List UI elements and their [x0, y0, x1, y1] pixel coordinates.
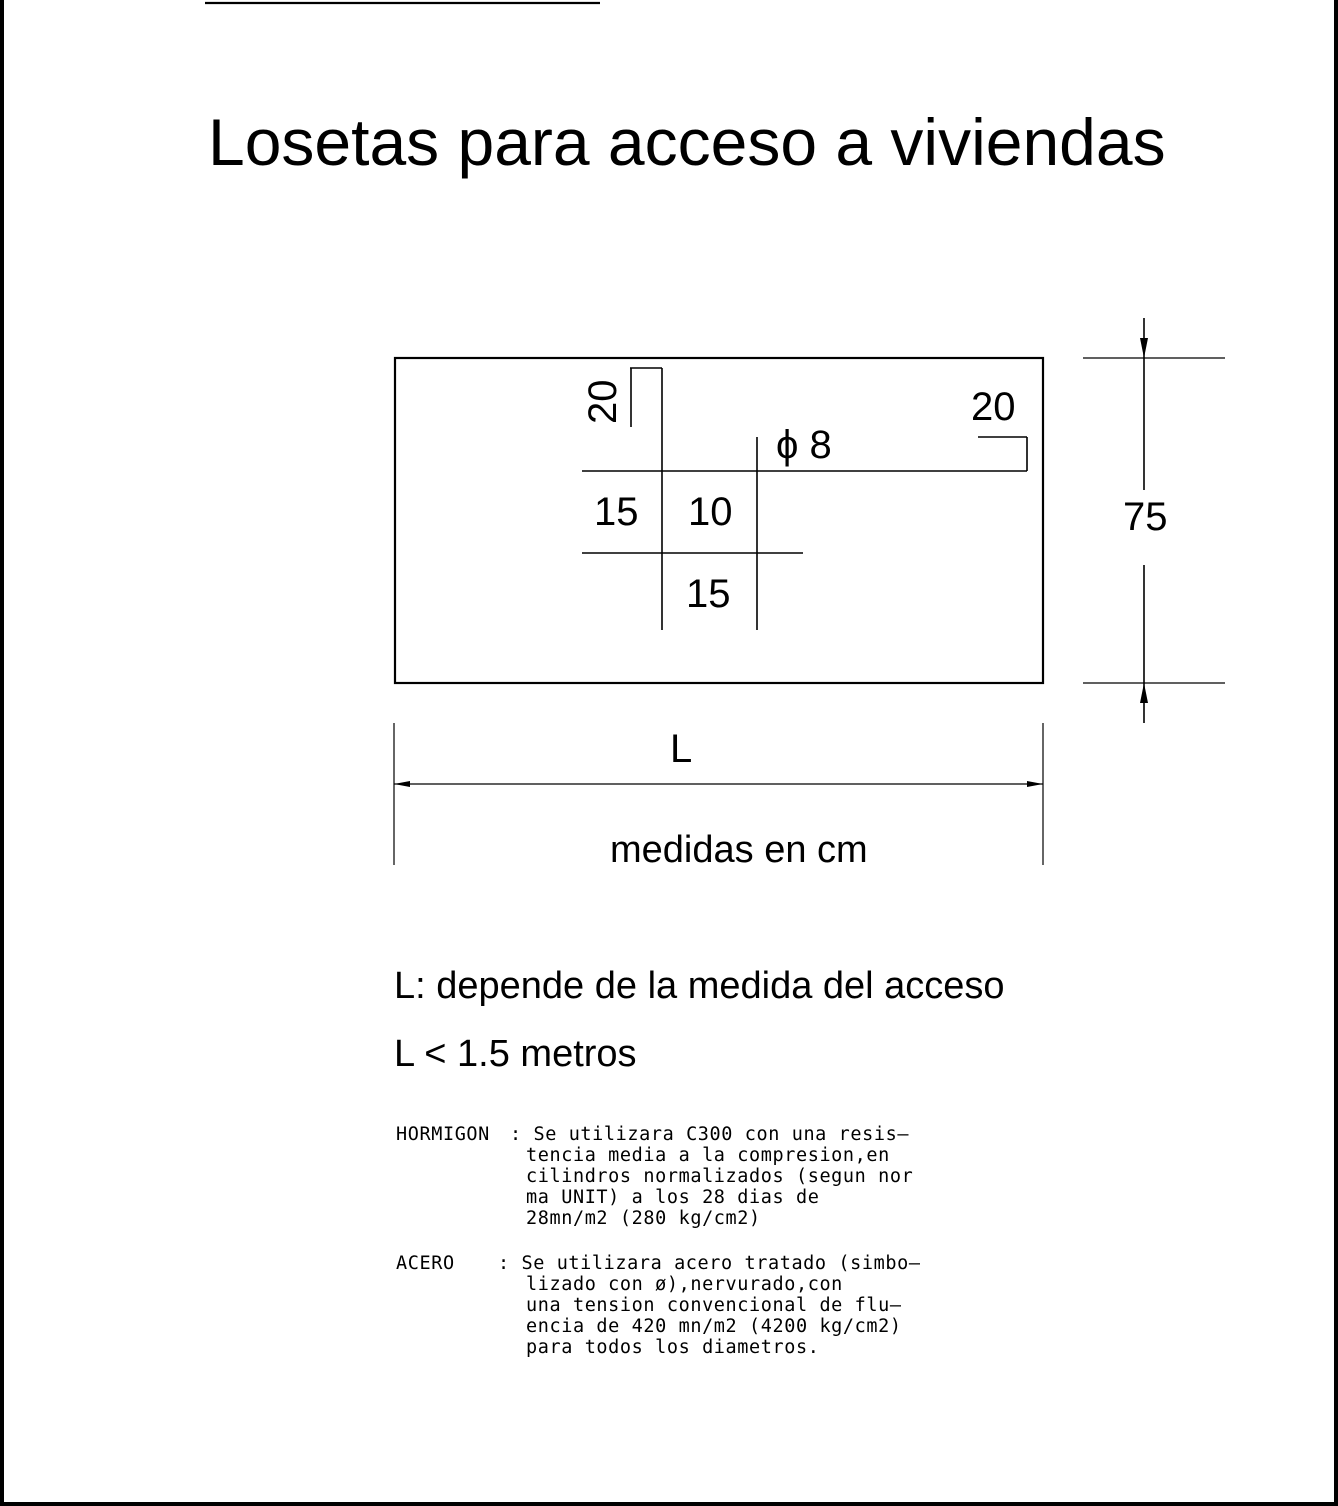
spec-acero-line: para todos los diametros.: [526, 1337, 820, 1358]
dim-length-l: L: [670, 727, 693, 771]
spec-acero-line: lizado con ø),nervurado,con: [526, 1274, 843, 1295]
rebar-grid: [582, 368, 1027, 630]
dim-left-15: 15: [594, 490, 639, 534]
note-l-depends: L: depende de la medida del acceso: [394, 965, 1005, 1007]
dim-top-vertical-20: 20: [581, 379, 625, 424]
spec-acero: [396, 1253, 921, 1358]
spec-hormigon-line: : Se utilizara C300 con una resis—: [510, 1124, 910, 1145]
spec-acero-line: una tension convencional de flu—: [526, 1295, 902, 1316]
spec-hormigon-label: HORMIGON: [396, 1124, 490, 1145]
spec-acero-label: ACERO: [396, 1253, 455, 1274]
spec-acero-line: : Se utilizara acero tratado (simbo—: [498, 1253, 921, 1274]
dim-bottom-15: 15: [686, 572, 731, 616]
dim-bar-diameter: ϕ 8: [776, 423, 832, 467]
dim-height-75: 75: [1123, 495, 1168, 539]
dim-center-10: 10: [688, 490, 733, 534]
spec-hormigon-line: ma UNIT) a los 28 dias de: [526, 1187, 820, 1208]
units-label: medidas en cm: [610, 829, 868, 871]
dim-top-right-20: 20: [971, 385, 1016, 429]
spec-hormigon-line: 28mn/m2 (280 kg/cm2): [526, 1208, 761, 1229]
spec-acero-line: encia de 420 mn/m2 (4200 kg/cm2): [526, 1316, 902, 1337]
spec-hormigon-line: tencia media a la compresion,en: [526, 1145, 890, 1166]
note-l-limit: L < 1.5 metros: [394, 1033, 637, 1075]
spec-hormigon: [396, 1124, 913, 1229]
page-title: Losetas para acceso a viviendas: [208, 105, 1166, 179]
spec-hormigon-line: cilindros normalizados (segun nor: [526, 1166, 914, 1187]
